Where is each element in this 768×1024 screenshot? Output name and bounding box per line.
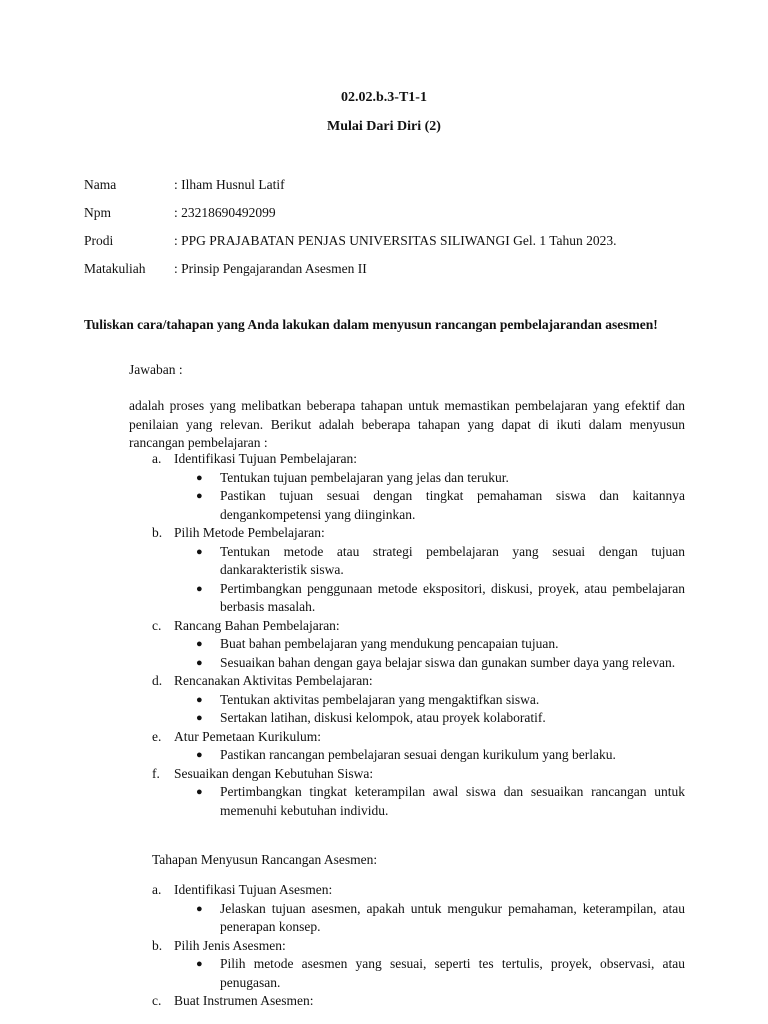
info-row-npm <box>84 205 276 221</box>
bullet-dot-icon: ● <box>196 693 203 706</box>
list-marker: a. <box>152 882 162 897</box>
intro-paragraph: adalah proses yang melibatkan beberapa tahapan untuk memastikan pembelajaran yang efektif dan penilaian yang relevan. Berikut adalah beberapa tahapan yang dapat di ikuti dalam menyusun rancangan pembelajaran : <box>129 398 685 450</box>
bullet-text: Sesuaikan bahan dengan gaya belajar siswa dan gunakan sumber daya yang relevan. <box>220 654 676 670</box>
info-value: : 23218690492099 <box>174 205 276 220</box>
list-item <box>152 937 685 956</box>
bullet-text: Pertimbangkan penggunaan metode ekspositori, diskusi, proyek, atau pembelajaran berbasis masalah. <box>220 580 685 614</box>
list-marker: b. <box>152 937 163 953</box>
bullet-dot-icon: ● <box>196 786 203 798</box>
info-value: : Ilham Husnul Latif <box>174 177 285 192</box>
bullet-text: Sertakan latihan, diskusi kelompok, atau proyek kolaboratif. <box>220 710 546 725</box>
info-label: Npm <box>84 205 111 220</box>
document-code: 02.02.b.3-T1-1 <box>341 90 427 105</box>
list-marker: a. <box>152 451 162 466</box>
list-item <box>152 450 685 469</box>
learning-steps-list <box>152 450 685 820</box>
bullet-item <box>152 543 685 580</box>
list-marker: c. <box>152 993 162 1008</box>
bullet-text: Tentukan metode atau strategi pembelajaran yang sesuai dengan tujuan dankarakteristik siswa. <box>220 543 685 577</box>
bullet-dot-icon: ● <box>196 638 203 650</box>
bullet-item <box>152 746 685 765</box>
bullet-dot-icon: ● <box>196 656 203 669</box>
bullet-dot-icon: ● <box>196 712 203 724</box>
list-marker: f. <box>152 765 160 781</box>
list-item <box>152 881 685 900</box>
bullet-item <box>152 900 685 937</box>
bullet-dot-icon: ● <box>196 582 203 595</box>
document-title: Mulai Dari Diri (2) <box>327 119 441 134</box>
info-label: Prodi <box>84 233 114 248</box>
bullet-dot-icon: ● <box>196 749 203 761</box>
list-item-title: Atur Pemetaan Kurikulum: <box>174 728 321 744</box>
info-value: : Prinsip Pengajarandan Asesmen II <box>174 261 367 276</box>
list-item-title: Pilih Jenis Asesmen: <box>174 937 286 953</box>
bullet-dot-icon: ● <box>196 471 203 484</box>
bullet-text: Pertimbangkan tingkat keterampilan awal siswa dan sesuaikan rancangan untuk memenuhi kebutuhan individu. <box>220 784 685 818</box>
bullet-item <box>152 580 685 617</box>
bullet-item <box>152 709 685 728</box>
bullet-dot-icon: ● <box>196 545 203 558</box>
list-item <box>152 617 685 636</box>
bullet-text: Pastikan rancangan pembelajaran sesuai dengan kurikulum yang berlaku. <box>220 747 616 762</box>
bullet-item <box>152 635 685 654</box>
list-item-title: Pilih Metode Pembelajaran: <box>174 525 325 540</box>
bullet-text: Jelaskan tujuan asesmen, apakah untuk mengukur pemahaman, keterampilan, atau penerapan konsep. <box>220 900 685 934</box>
bullet-text: Pastikan tujuan sesuai dengan tingkat pemahaman siswa dan kaitannya dengankompetensi yang diinginkan. <box>220 488 685 522</box>
list-item <box>152 728 685 747</box>
assessment-section-title: Tahapan Menyusun Rancangan Asesmen: <box>152 852 378 867</box>
list-item-title: Buat Instrumen Asesmen: <box>174 993 314 1008</box>
list-marker: e. <box>152 728 162 744</box>
bullet-text: Tentukan aktivitas pembelajaran yang mengaktifkan siswa. <box>220 691 540 707</box>
bullet-item <box>152 487 685 524</box>
list-marker: d. <box>152 673 163 688</box>
bullet-text: Pilih metode asesmen yang sesuai, seperti tes tertulis, proyek, observasi, atau penugasan. <box>220 956 685 990</box>
bullet-dot-icon: ● <box>196 902 203 915</box>
list-item <box>152 524 685 543</box>
list-item-title: Identifikasi Tujuan Pembelajaran: <box>174 451 357 466</box>
list-item-title: Identifikasi Tujuan Asesmen: <box>174 882 333 897</box>
list-item <box>152 672 685 691</box>
bullet-dot-icon: ● <box>196 490 203 502</box>
bullet-dot-icon: ● <box>196 958 203 970</box>
list-item-title: Rancang Bahan Pembelajaran: <box>174 617 340 633</box>
info-row-nama <box>84 177 285 193</box>
list-marker: b. <box>152 525 163 540</box>
question-heading: Tuliskan cara/tahapan yang Anda lakukan dalam menyusun rancangan pembelajarandan asesmen! <box>84 317 658 332</box>
bullet-item <box>152 469 685 488</box>
bullet-item <box>152 783 685 820</box>
answer-label: Jawaban : <box>129 362 183 377</box>
bullet-item <box>152 691 685 710</box>
list-item-title: Rencanakan Aktivitas Pembelajaran: <box>174 673 373 688</box>
info-row-prodi <box>84 233 617 249</box>
assessment-steps-list <box>152 881 685 1011</box>
list-item-title: Sesuaikan dengan Kebutuhan Siswa: <box>174 765 374 781</box>
bullet-item <box>152 955 685 992</box>
info-row-matakuliah <box>84 261 367 277</box>
list-marker: c. <box>152 617 162 633</box>
list-item <box>152 992 685 1011</box>
info-label: Nama <box>84 177 117 192</box>
bullet-text: Tentukan tujuan pembelajaran yang jelas dan terukur. <box>220 469 509 485</box>
info-value: : PPG PRAJABATAN PENJAS UNIVERSITAS SILIWANGI Gel. 1 Tahun 2023. <box>174 233 617 248</box>
bullet-item <box>152 654 685 673</box>
info-label: Matakuliah <box>84 261 146 276</box>
list-item <box>152 765 685 784</box>
bullet-text: Buat bahan pembelajaran yang mendukung pencapaian tujuan. <box>220 636 559 651</box>
